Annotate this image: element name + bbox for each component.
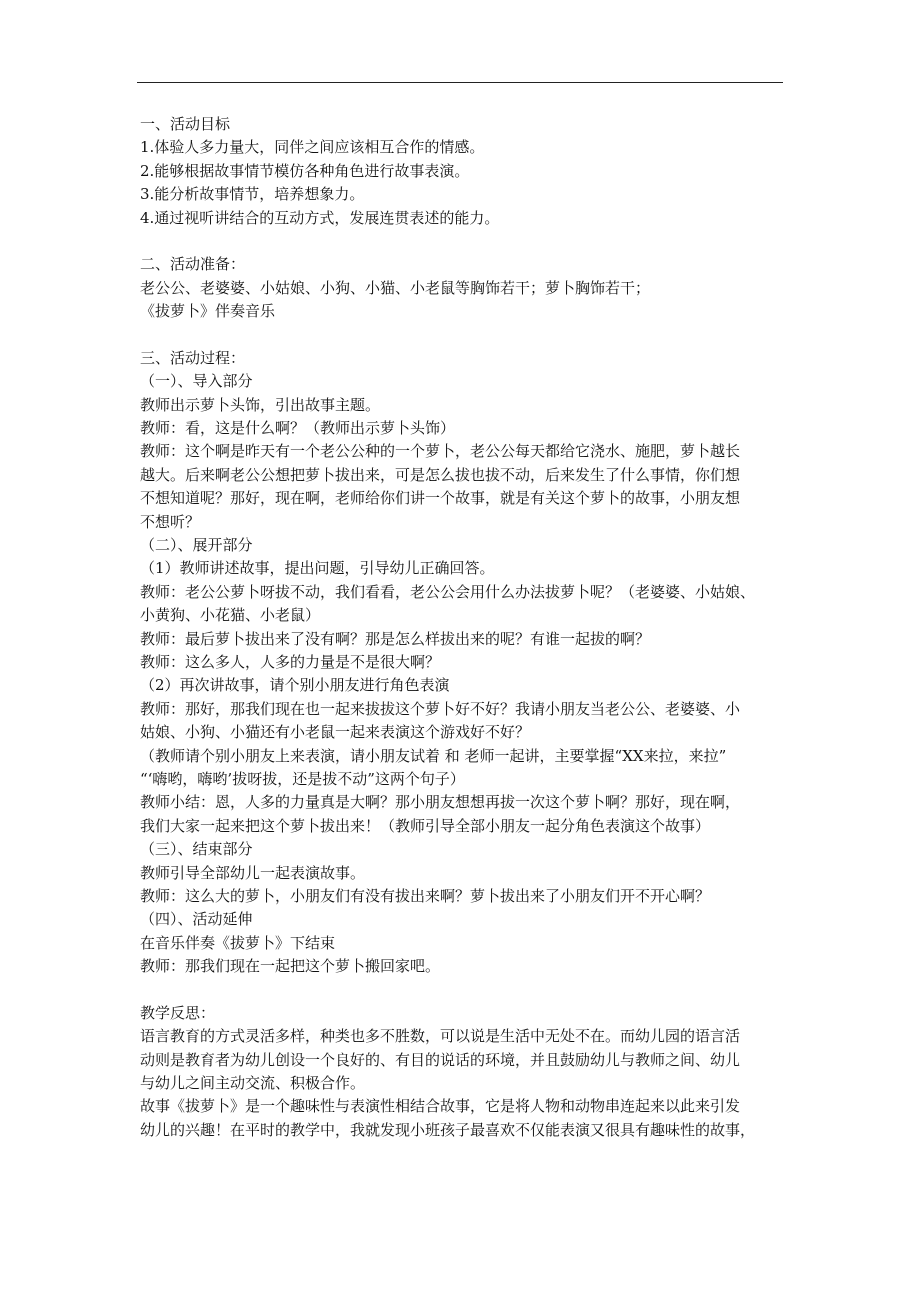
- header-rule: [137, 82, 783, 83]
- text-line: 教师：看，这是什么啊？（教师出示萝卜头饰）: [140, 419, 456, 438]
- text-line: （2）再次讲故事，请个别小朋友进行角色表演: [140, 676, 450, 695]
- text-line: 不想听？: [140, 512, 201, 531]
- text-line: 教师出示萝卜头饰，引出故事主题。: [140, 395, 381, 414]
- text-line: 教师：那我们现在一起把这个萝卜搬回家吧。: [140, 957, 441, 976]
- text-line: 教师小结：恩，人多的力量真是大啊？那小朋友想想再拔一次这个萝卜啊？那好，现在啊，: [140, 793, 741, 812]
- text-line: 故事《拔萝卜》是一个趣味性与表演性相结合故事，它是将人物和动物串连起来以此来引发: [140, 1097, 741, 1116]
- text-line: 教师：这么大的萝卜，小朋友们有没有拔出来啊？萝卜拔出来了小朋友们开不开心啊？: [140, 886, 711, 905]
- text-line: 教学反思：: [140, 1003, 216, 1022]
- text-line: “‘嗨哟，嗨哟’拔呀拔，还是拔不动”这两个句子）: [140, 769, 465, 788]
- document-body: [140, 113, 790, 1142]
- text-line: （一）、导入部分: [140, 372, 253, 391]
- text-line: 4.通过视听讲结合的互动方式，发展连贯表述的能力。: [140, 208, 500, 227]
- text-line: 小黄狗、小花猫、小老鼠）: [140, 606, 321, 625]
- text-line: 教师：这么多人，人多的力量是不是很大啊？: [140, 652, 441, 671]
- text-line: （四）、活动延伸: [140, 910, 253, 929]
- text-line: 3.能分析故事情节，培养想象力。: [140, 185, 365, 204]
- text-line: （三）、结束部分: [140, 840, 253, 859]
- blank-line: [140, 978, 790, 1001]
- text-line: 《拔萝卜》伴奏音乐: [140, 302, 276, 321]
- text-line: 教师：这个啊是昨天有一个老公公种的一个萝卜，老公公每天都给它浇水、施肥，萝卜越长: [140, 442, 741, 461]
- text-line: 二、活动准备：: [140, 255, 246, 274]
- text-line: 与幼儿之间主动交流、积极合作。: [140, 1074, 366, 1093]
- text-line: 教师：老公公萝卜呀拔不动，我们看看，老公公会用什么办法拔萝卜呢？（老婆婆、小姑娘、: [140, 582, 756, 601]
- text-line: 教师引导全部幼儿一起表演故事。: [140, 863, 366, 882]
- text-line: 一、活动目标: [140, 115, 231, 133]
- blank-line: [140, 324, 790, 347]
- text-line: （1）教师讲述故事，提出问题，引导幼儿正确回答。: [140, 559, 495, 578]
- text-line: （二）、展开部分: [140, 536, 253, 555]
- text-line: 2.能够根据故事情节模仿各种角色进行故事表演。: [140, 161, 470, 180]
- text-line: 三、活动过程：: [140, 348, 246, 367]
- text-line: 语言教育的方式灵活多样，种类也多不胜数，可以说是生活中无处不在。而幼儿园的语言活: [140, 1027, 741, 1046]
- text-line: 教师：那好，那我们现在也一起来拔拔这个萝卜好不好？我请小朋友当老公公、老婆婆、小: [140, 699, 741, 718]
- text-line: 在音乐伴奏《拔萝卜》下结束: [140, 933, 336, 952]
- text-line: 动则是教育者为幼儿创设一个良好的、有目的说话的环境，并且鼓励幼儿与教师之间、幼儿: [140, 1050, 741, 1069]
- text-line: 越大。后来啊老公公想把萝卜拔出来，可是怎么拔也拔不动，后来发生了什么事情，你们想: [140, 465, 741, 484]
- text-line: 教师：最后萝卜拔出来了没有啊？那是怎么样拔出来的呢？有谁一起拔的啊？: [140, 629, 651, 648]
- blank-line: [140, 230, 790, 253]
- text-line: （教师请个别小朋友上来表演，请小朋友试着 和 老师一起讲，主要掌握“XX来拉，来拉”: [140, 746, 727, 765]
- text-line: 老公公、老婆婆、小姑娘、小狗、小猫、小老鼠等胸饰若干；萝卜胸饰若干；: [140, 278, 651, 297]
- text-line: 1.体验人多力量大，同伴之间应该相互合作的情感。: [140, 138, 485, 157]
- text-line: 不想知道呢？那好，现在啊，老师给你们讲一个故事，就是有关这个萝卜的故事，小朋友想: [140, 489, 741, 508]
- text-line: 幼儿的兴趣！在平时的教学中，我就发现小班孩子最喜欢不仅能表演又很具有趣味性的故事，: [140, 1120, 756, 1139]
- text-line: 姑娘、小狗、小猫还有小老鼠一起来表演这个游戏好不好？: [140, 723, 531, 742]
- text-line: 我们大家一起来把这个萝卜拔出来！（教师引导全部小朋友一起分角色表演这个故事）: [140, 816, 711, 835]
